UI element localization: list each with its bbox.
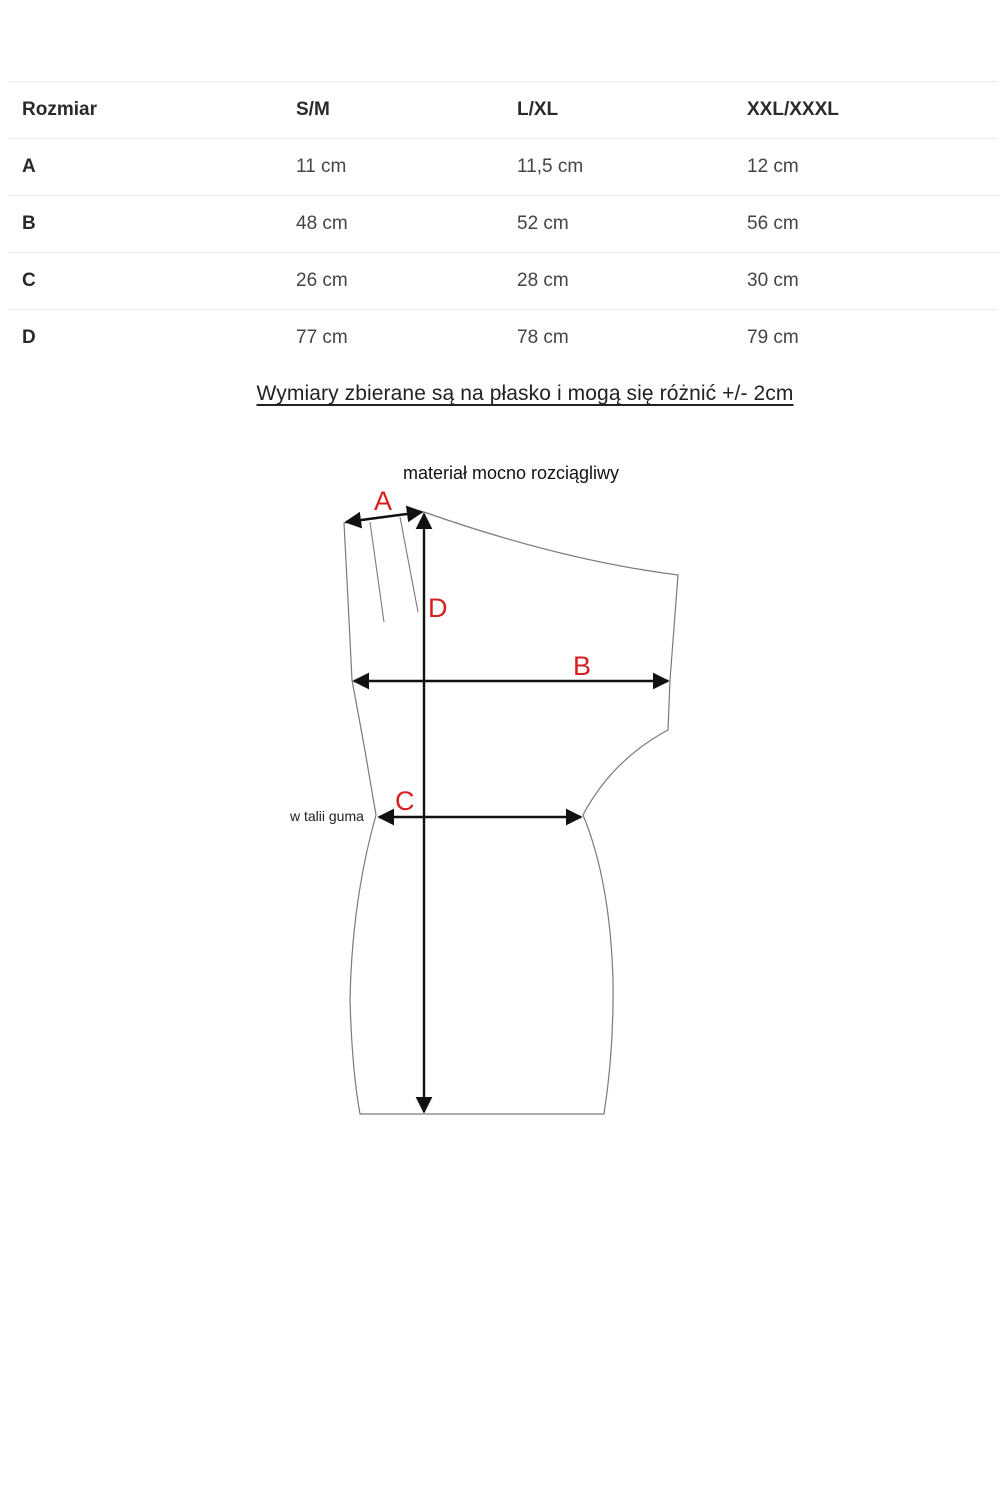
row-label: D [8,310,282,367]
row-label: A [8,139,282,196]
measurement-note: Wymiary zbierane są na płasko i mogą się różnić +/- 2cm [256,382,794,405]
header-lxl: L/XL [503,82,733,139]
table-cell: 28 cm [503,253,733,310]
table-cell: 48 cm [282,196,503,253]
pleat-line [370,522,384,622]
label-b: B [573,651,592,681]
row-label: B [8,196,282,253]
header-xxl: XXL/XXXL [733,82,998,139]
table-cell: 12 cm [733,139,998,196]
table-cell: 26 cm [282,253,503,310]
table-cell: 11,5 cm [503,139,733,196]
header-size: Rozmiar [8,82,282,139]
table-cell: 77 cm [282,310,503,367]
header-sm: S/M [282,82,503,139]
label-d: D [428,593,448,623]
label-a: A [374,486,393,516]
row-label: C [8,253,282,310]
pleat-line [400,517,418,612]
diagram-caption: materiał mocno rozciągliwy [402,463,620,483]
table-cell: 52 cm [503,196,733,253]
waist-note: w talii guma [290,808,364,824]
label-c: C [395,786,415,816]
table-cell: 79 cm [733,310,998,367]
table-cell: 78 cm [503,310,733,367]
table-cell: 56 cm [733,196,998,253]
table-cell: 30 cm [733,253,998,310]
table-cell: 11 cm [282,139,503,196]
